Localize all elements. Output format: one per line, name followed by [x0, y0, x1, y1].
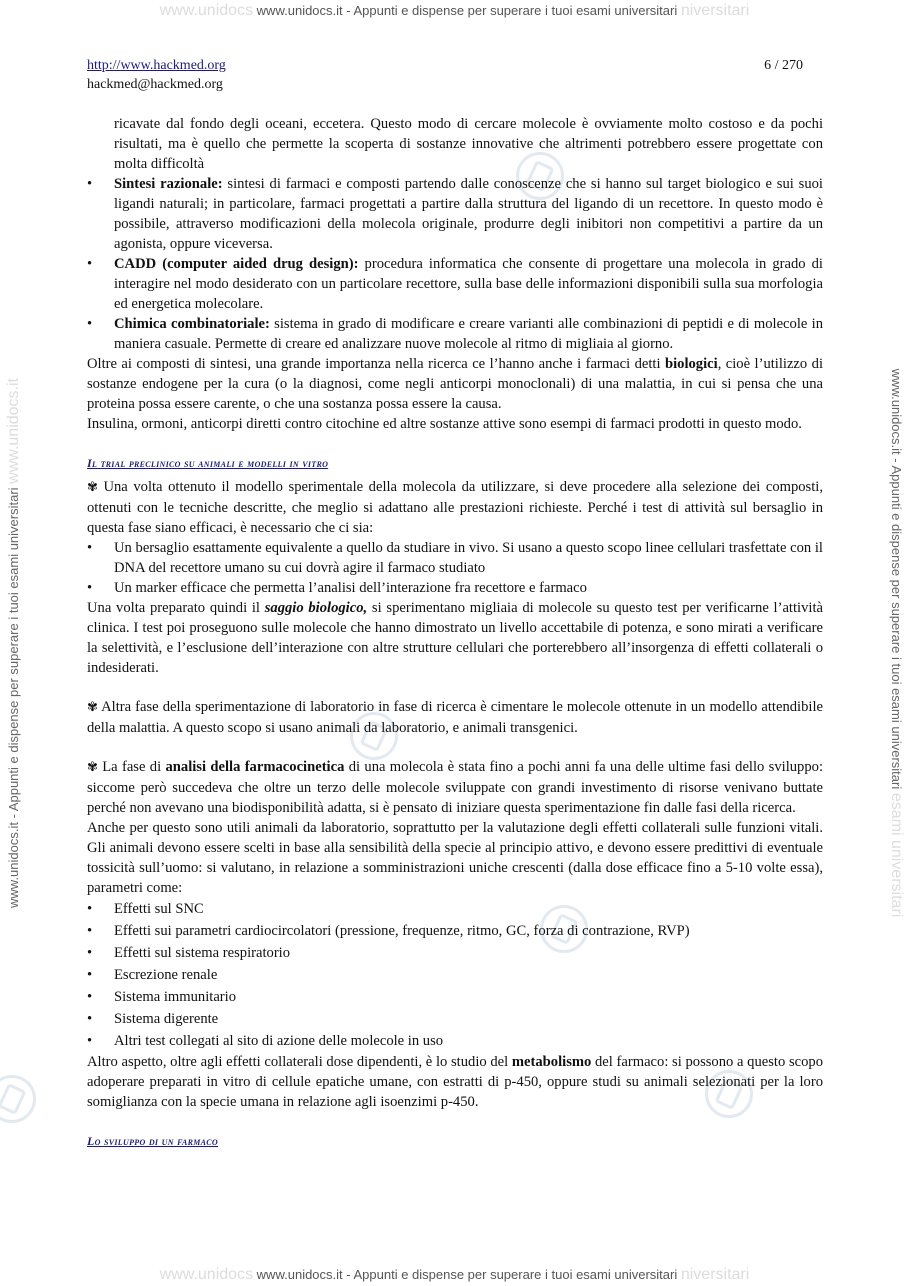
- list-item: [87, 114, 823, 174]
- paragraph-text: ricavate dal fondo degli oceani, eccetera. Questo modo di cercare molecole è ovviamente molto costoso e da pochi risultati, ma è quello che permette la scoperta di sostanze innovative che altrimenti potrebbero essere progettate con molta difficoltà: [114, 116, 823, 172]
- list-item: • Effetti sul SNC: [87, 898, 823, 920]
- paragraph: [87, 1052, 823, 1112]
- definition: sistema in grado di modificare e creare varianti alle combinazioni di peptidi e di molecole in maniera casuale. Permette di creare ed analizzare nuove molecole al ritmo di migliaia al giorno.: [114, 316, 823, 352]
- watermark-side-text: www.unidocs.it - Appunti e dispense per superare i tuoi esami universitari: [889, 368, 904, 790]
- watermark-side-right: [887, 369, 905, 918]
- flower-icon: ✾: [87, 480, 98, 495]
- paragraph-text: Una volta preparato quindi il: [87, 600, 265, 616]
- paragraph: [87, 757, 823, 818]
- paragraph: Anche per questo sono utili animali da laboratorio, soprattutto per la valutazione degli effetti collaterali sulle funzioni vitali. Gli animali devono essere scelti in base alla sensibilità della specie al principio attivo, e devono essere predittivi di eventuale tossicità sull’uomo: si valutano, in relazione a somministrazioni uniche crescenti (dalla dose efficace fino a 5-10 volte essa), parametri come:: [87, 820, 823, 896]
- paragraph-text: La fase di: [97, 759, 166, 775]
- paragraph-text: Una volta ottenuto il modello sperimentale della molecola da utilizzare, si deve procedere alla selezione dei composti, ottenuti con le tecniche descritte, che meglio si adattano alle prestazioni richieste. Perché i test di attività sul bersaglio in questa fase siano efficaci, è necessario che ci sia:: [87, 479, 823, 536]
- list-item: • Sistema immunitario: [87, 986, 823, 1008]
- list-item: [87, 254, 823, 314]
- list-item: • Effetti sul sistema respiratorio: [87, 942, 823, 964]
- bold-term: metabolismo: [511, 1054, 592, 1070]
- watermark-faint-right: niversitari: [680, 2, 750, 19]
- paragraph: [87, 697, 823, 738]
- list-item: • Un marker efficace che permetta l’analisi dell’interazione fra recettore e farmaco: [87, 578, 823, 598]
- watermark-banner-top: [0, 2, 909, 20]
- paragraph-text: Oltre ai composti di sintesi, una grande importanza nella ricerca ce l’hanno anche i farmaci detti: [87, 356, 665, 372]
- paragraph: [87, 598, 823, 678]
- section-title: Lo sviluppo di un farmaco: [87, 1134, 219, 1148]
- watermark-banner-text: www.unidocs.it - Appunti e dispense per superare i tuoi esami universitari: [256, 3, 678, 18]
- watermark-faint-left: www.unidocs: [159, 1266, 254, 1283]
- paragraph-text: Altra fase della sperimentazione di laboratorio in fase di ricerca è cimentare le molecole ottenute in un modello attendibile della malattia. A questo scopo si usano animali da laboratorio, e animali transgenici.: [87, 699, 823, 736]
- parameters-list: [87, 898, 823, 1052]
- definition: sintesi di farmaci e composti partendo dalle conoscenze che si hanno sul target biologico e sui suoi ligandi naturali; in particolare, farmaci progettati a partire dalla struttura del ligando di un recettore. In questo modo è possibile, attraverso modificazioni della molecola originale, produrre degli inibitori non competitivi a partire da un agonista, oppure viceversa.: [114, 176, 823, 252]
- document-body: [87, 114, 823, 1151]
- paragraph-text: di una molecola è stata fino a pochi anni fa una delle ultime fasi dello sviluppo: siccome però succedeva che oltre un terzo delle molecole sviluppate con grandi investimento di risorse venivano buttate perché non avevano una biodisponibilità adatta, si è pensato di iniziare questa sperimentazione fin dalle fasi della ricerca.: [87, 759, 823, 816]
- watermark-faint-left: www.unidocs: [159, 2, 254, 19]
- flower-icon: ✾: [87, 760, 98, 775]
- list-item: • Escrezione renale: [87, 964, 823, 986]
- list-item: • Effetti sui parametri cardiocircolatori (pressione, frequenze, ritmo, GC, forza di contrazione, RVP): [87, 920, 823, 942]
- requirements-list: [87, 538, 823, 598]
- page-header: [87, 56, 803, 94]
- list-item: [87, 314, 823, 354]
- paragraph: [87, 477, 823, 538]
- term: Chimica combinatoriale:: [114, 316, 270, 332]
- flower-icon: ✾: [87, 700, 98, 715]
- section-title: Il trial preclinico su animali e modelli in vitro: [87, 456, 329, 470]
- header-link[interactable]: http://www.hackmed.org: [87, 58, 226, 73]
- bold-italic-term: saggio biologico,: [264, 600, 368, 616]
- bold-term: analisi della farmacocinetica: [165, 759, 345, 775]
- watermark-side-text: www.unidocs.it - Appunti e dispense per superare i tuoi esami universitari: [6, 487, 21, 908]
- bold-term: biologici: [664, 356, 718, 372]
- list-item: • Un bersaglio esattamente equivalente a quello da studiare in vivo. Si usano a questo scopo linee cellulari trasfettate con il DNA del recettore umano su cui dovrà agire il farmaco studiato: [87, 538, 823, 578]
- watermark-faint-right: niversitari: [680, 1266, 750, 1283]
- term: CADD (computer aided drug design):: [114, 256, 359, 272]
- method-list: [87, 114, 823, 354]
- watermark-side-faint: esami universitari: [888, 792, 905, 918]
- watermark-logo-icon: [0, 1075, 36, 1123]
- paragraph: [87, 354, 823, 414]
- header-email: hackmed@hackmed.org: [87, 77, 223, 92]
- paragraph: Insulina, ormoni, anticorpi diretti contro citochine ed altre sostanze attive sono esempi di farmaci prodotti in questo modo.: [87, 416, 802, 432]
- watermark-banner-text: www.unidocs.it - Appunti e dispense per superare i tuoi esami universitari: [256, 1267, 678, 1282]
- list-item: • Sistema digerente: [87, 1008, 823, 1030]
- watermark-side-left: [5, 378, 23, 908]
- paragraph-text: si sperimentano migliaia di molecole su questo test per verificarne l’attività clinica. I test poi proseguono sulle molecole che hanno dimostrato un livello accettabile di potenza, e sono mirati a verificare la selettività, e l’esclusione dell’interazione con altre strutture cellulari che porterebbero all’insorgenza di effetti collaterali o indesiderati.: [87, 600, 823, 676]
- paragraph-text: , cioè l’utilizzo di sostanze endogene per la cura (o la diagnosi, come negli anticorpi monoclonali) di una malattia, in cui si pensa che una proteina possa essere carente, o che una sostanza possa essere la causa.: [87, 356, 824, 412]
- list-item: [87, 174, 823, 254]
- term: Sintesi razionale:: [114, 176, 223, 192]
- page-number: 6 / 270: [764, 58, 803, 73]
- watermark-banner-bottom: [0, 1266, 909, 1284]
- list-item: • Altri test collegati al sito di azione delle molecole in uso: [87, 1030, 823, 1052]
- paragraph-text: del farmaco: si possono a questo scopo adoperare preparati in vitro di cellule epatiche umane, con estratti di p-450, oppure studi su animali selezionati per la loro somiglianza con la specie umana in relazione agli isoenzimi p-450.: [87, 1054, 823, 1110]
- watermark-side-faint: www.unidocs.it: [5, 378, 22, 484]
- definition: procedura informatica che consente di progettare una molecola in grado di interagire nel modo desiderato con un particolare recettore, sulla base delle informazioni disponibili sulla sua morfologia ed energetica molecolare.: [114, 256, 823, 312]
- paragraph-text: Altro aspetto, oltre agli effetti collaterali dose dipendenti, è lo studio del: [87, 1054, 512, 1070]
